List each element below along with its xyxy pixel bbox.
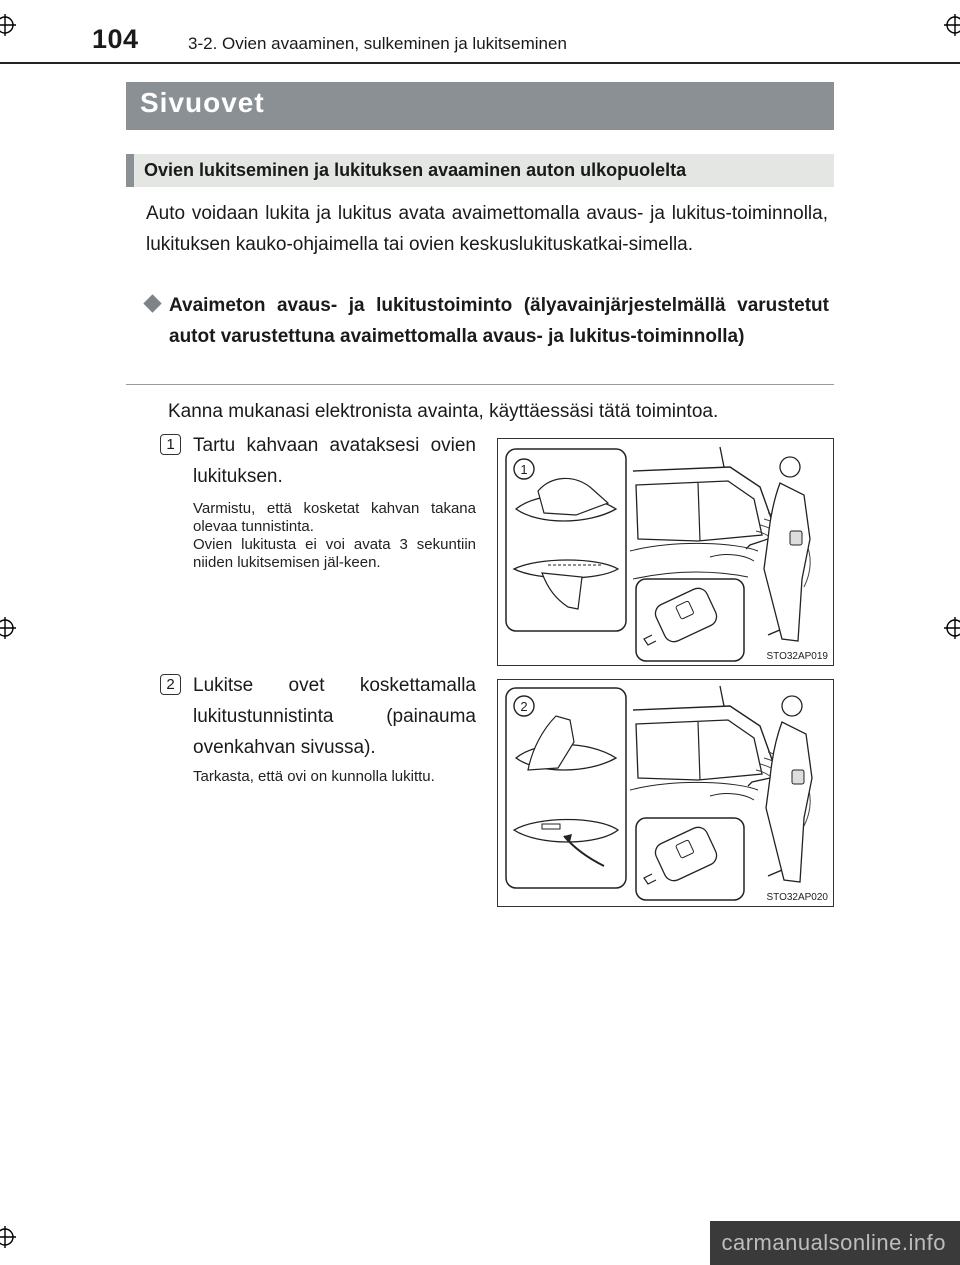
step-note: Tarkasta, että ovi on kunnolla lukittu. bbox=[193, 768, 435, 785]
intro-paragraph: Auto voidaan lukita ja lukitus avata avaimettomalla avaus- ja lukitus-toiminnolla, lukituksen kauko-ohjaimella tai ovien keskuslukituskatkai-simella. bbox=[146, 203, 828, 255]
registration-mark-icon bbox=[0, 1226, 16, 1248]
registration-mark-icon bbox=[944, 617, 960, 639]
step-notes bbox=[193, 500, 476, 572]
diamond-bullet-icon bbox=[143, 294, 161, 312]
figure-callout-number: 2 bbox=[520, 699, 528, 714]
registration-mark-icon bbox=[944, 14, 960, 36]
step-instruction: Tartu kahvaan avataksesi ovien lukituksen. bbox=[193, 435, 476, 487]
subsection-title: Ovien lukitseminen ja lukituksen avaaminen auton ulkopuolelta bbox=[144, 160, 687, 180]
step-note: Ovien lukitusta ei voi avata 3 sekuntiin niiden lukitsemisen jäl-keen. bbox=[193, 536, 476, 571]
figure-callout-number: 1 bbox=[520, 462, 528, 477]
feature-note: Kanna mukanasi elektronista avainta, käyttäessäsi tätä toimintoa. bbox=[168, 401, 719, 422]
step-number-badge: 2 bbox=[160, 674, 181, 695]
registration-mark-icon bbox=[0, 14, 16, 36]
step-notes bbox=[193, 768, 476, 786]
feature-divider bbox=[126, 384, 834, 385]
step-number-badge: 1 bbox=[160, 434, 181, 455]
chapter-header: 3-2. Ovien avaaminen, sulkeminen ja lukitseminen bbox=[188, 34, 567, 53]
figure-code: STO32AP020 bbox=[766, 892, 828, 903]
figure-unlock-illustration bbox=[497, 438, 834, 666]
watermark-text: carmanualsonline.info bbox=[721, 1230, 946, 1255]
page-number: 104 bbox=[92, 24, 139, 54]
feature-heading: Avaimeton avaus- ja lukitustoiminto (älyavainjärjestelmällä varustetut autot varustettuna avaimettomalla avaus- ja lukitus-toiminnolla) bbox=[169, 295, 829, 347]
step-note: Varmistu, että kosketat kahvan takana olevaa tunnistinta. bbox=[193, 500, 476, 535]
figure-lock-illustration bbox=[497, 679, 834, 907]
car-door-unlock-illustration bbox=[498, 439, 833, 665]
registration-mark-icon bbox=[0, 617, 16, 639]
step-instruction: Lukitse ovet koskettamalla lukitustunnistinta (painauma ovenkahvan sivussa). bbox=[193, 675, 476, 758]
header-divider bbox=[0, 62, 960, 64]
figure-code: STO32AP019 bbox=[766, 651, 828, 662]
car-door-lock-illustration bbox=[498, 680, 833, 906]
section-title: Sivuovet bbox=[140, 87, 265, 118]
